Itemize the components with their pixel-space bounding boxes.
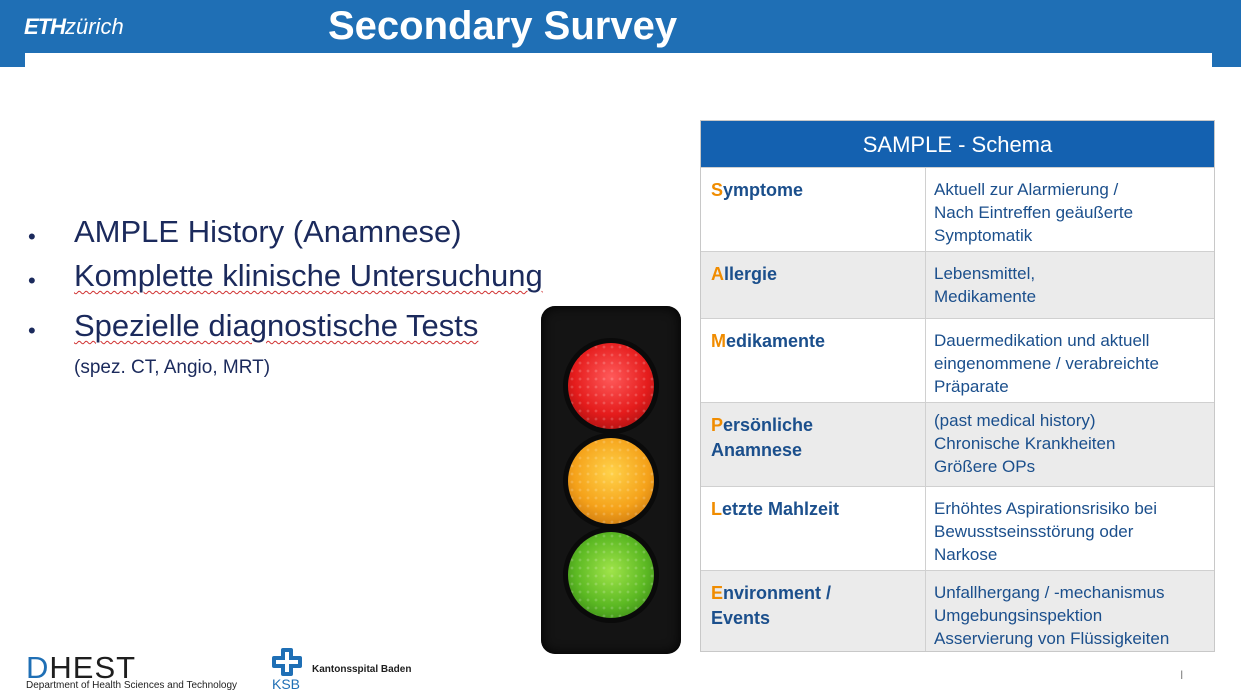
row-term xyxy=(711,329,916,354)
row-description-cell xyxy=(925,319,1159,403)
row-description-cell xyxy=(925,252,1037,319)
row-description-cell xyxy=(925,571,1170,652)
row-description-cell xyxy=(925,403,1116,487)
table-title: SAMPLE - Schema xyxy=(862,132,1053,157)
ksb-short-label: KSB xyxy=(272,676,301,692)
row-description: Aktuell zur Alarmierung / Nach Eintreffen geäußerte Symptomatik xyxy=(934,180,1134,245)
red-lamp-icon xyxy=(568,343,654,429)
row-term-rest: nvironment / Events xyxy=(711,583,832,628)
dhest-logo-rest: HEST xyxy=(49,650,137,685)
table-row xyxy=(701,318,1214,403)
slide-title: Secondary Survey xyxy=(328,4,678,48)
table-row xyxy=(701,167,1214,252)
row-term-initial: E xyxy=(711,583,724,603)
row-description-cell xyxy=(925,168,1134,252)
row-description: Erhöhtes Aspirationsrisiko bei Bewusstseinsstörung oder Narkose xyxy=(934,499,1158,564)
row-term xyxy=(711,413,916,463)
eth-logo-text: ETH xyxy=(24,14,65,39)
row-term xyxy=(711,497,916,522)
row-term-initial: L xyxy=(711,499,722,519)
row-term-rest: etzte Mahlzeit xyxy=(722,499,840,519)
row-term xyxy=(711,178,916,203)
row-term xyxy=(711,262,916,287)
bullet-dot-icon: • xyxy=(28,224,36,249)
dhest-subtitle: Department of Health Sciences and Technology xyxy=(26,680,238,691)
dhest-logo xyxy=(26,650,238,691)
green-lamp-icon xyxy=(568,532,654,618)
row-term-rest: ymptome xyxy=(723,180,804,200)
bullet-dot-icon: • xyxy=(28,318,36,343)
page-marker: I xyxy=(1180,668,1184,682)
row-term-rest: ersönliche Anamnese xyxy=(711,415,814,460)
eth-zurich-logo xyxy=(24,14,124,40)
table-row xyxy=(701,570,1214,652)
bullet-text: Spezielle diagnostische Tests xyxy=(74,308,479,343)
table-row xyxy=(701,402,1214,487)
sample-schema-table xyxy=(700,120,1215,652)
table-row xyxy=(701,251,1214,319)
ksb-cross-icon xyxy=(272,648,302,676)
row-term xyxy=(711,581,916,631)
bullet-dot-icon: • xyxy=(28,268,36,293)
ksb-name-label: Kantonsspital Baden xyxy=(312,664,412,675)
yellow-lamp-icon xyxy=(568,438,654,524)
table-row xyxy=(701,486,1214,571)
row-description: Dauermedikation und aktuell eingenommene / verabreichte Präparate xyxy=(934,331,1159,396)
row-term-initial: P xyxy=(711,415,724,435)
row-description: Lebensmittel, Medikamente xyxy=(934,264,1037,306)
row-term-initial: M xyxy=(711,331,726,351)
bullet-subnote: (spez. CT, Angio, MRT) xyxy=(74,357,271,378)
zurich-logo-text: zürich xyxy=(65,14,124,39)
header-underline xyxy=(25,53,1212,67)
row-description: Unfallhergang / -mechanismus Umgebungsinspektion Asservierung von Flüssigkeiten xyxy=(934,583,1170,648)
header-bar xyxy=(0,0,1241,67)
row-term-rest: llergie xyxy=(724,264,778,284)
dhest-logo-d: D xyxy=(26,650,50,685)
row-description: (past medical history) Chronische Krankheiten Größere OPs xyxy=(934,411,1116,476)
row-term-rest: edikamente xyxy=(726,331,826,351)
row-term-initial: S xyxy=(711,180,724,200)
row-term-initial: A xyxy=(711,264,724,284)
table-header xyxy=(701,121,1214,168)
bullet-text: Komplette klinische Untersuchung xyxy=(74,258,543,293)
bullet-text: AMPLE History (Anamnese) xyxy=(74,214,462,249)
row-description-cell xyxy=(925,487,1158,571)
